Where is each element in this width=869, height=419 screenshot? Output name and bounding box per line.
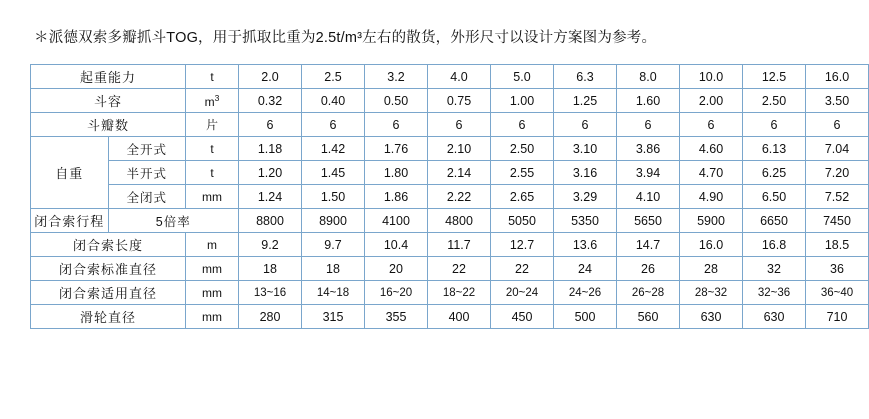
cell-value: 6.3 bbox=[554, 65, 617, 89]
cell-value: 560 bbox=[617, 305, 680, 329]
cell-value: 8.0 bbox=[617, 65, 680, 89]
cell-value: 3.29 bbox=[554, 185, 617, 209]
cell-value: 5650 bbox=[617, 209, 680, 233]
cell-value: 1.86 bbox=[365, 185, 428, 209]
row-unit: mm bbox=[186, 281, 239, 305]
table-row bbox=[31, 209, 869, 233]
cell-value: 1.80 bbox=[365, 161, 428, 185]
cell-value: 3.2 bbox=[365, 65, 428, 89]
cell-value: 9.2 bbox=[239, 233, 302, 257]
cell-value: 22 bbox=[491, 257, 554, 281]
cell-value: 18 bbox=[239, 257, 302, 281]
row-label: 起重能力 bbox=[31, 65, 186, 89]
cell-value: 4.10 bbox=[617, 185, 680, 209]
cell-value: 2.14 bbox=[428, 161, 491, 185]
cell-value: 7.52 bbox=[806, 185, 869, 209]
cell-value: 6 bbox=[239, 113, 302, 137]
cell-value: 6 bbox=[428, 113, 491, 137]
table-row bbox=[31, 233, 869, 257]
row-label: 斗瓣数 bbox=[31, 113, 186, 137]
cell-value: 10.4 bbox=[365, 233, 428, 257]
cell-value: 6 bbox=[491, 113, 554, 137]
cell-value: 355 bbox=[365, 305, 428, 329]
cell-value: 1.00 bbox=[491, 89, 554, 113]
cell-value: 2.0 bbox=[239, 65, 302, 89]
cell-value: 2.50 bbox=[491, 137, 554, 161]
cell-value: 4.0 bbox=[428, 65, 491, 89]
cell-value: 18.5 bbox=[806, 233, 869, 257]
cell-value: 5050 bbox=[491, 209, 554, 233]
note-text: ＊派德双索多瓣抓斗TOG，用于抓取比重为2.5t/m³左右的散货，外形尺寸以设计方案图为参考。 bbox=[34, 30, 657, 46]
row-unit: $m^3$ bbox=[186, 89, 239, 113]
cell-value: 12.7 bbox=[491, 233, 554, 257]
cell-value: 2.5 bbox=[302, 65, 365, 89]
cell-value: 6 bbox=[743, 113, 806, 137]
cell-value: 1.42 bbox=[302, 137, 365, 161]
cell-value: 0.75 bbox=[428, 89, 491, 113]
cell-value: 9.7 bbox=[302, 233, 365, 257]
cell-value: 28 bbox=[680, 257, 743, 281]
cell-value: 630 bbox=[680, 305, 743, 329]
row-unit: mm bbox=[186, 305, 239, 329]
cell-value: 0.50 bbox=[365, 89, 428, 113]
row-unit: t bbox=[186, 137, 239, 161]
cell-value: 4.90 bbox=[680, 185, 743, 209]
row-group-label: 自重 bbox=[31, 137, 109, 209]
cell-value: 6.13 bbox=[743, 137, 806, 161]
row-label: 全开式 bbox=[108, 137, 186, 161]
cell-value: 16~20 bbox=[365, 281, 428, 305]
cell-value: 11.7 bbox=[428, 233, 491, 257]
cell-value: 1.45 bbox=[302, 161, 365, 185]
cell-value: 2.10 bbox=[428, 137, 491, 161]
table-row bbox=[31, 137, 869, 161]
cell-value: 2.65 bbox=[491, 185, 554, 209]
row-label: 全闭式 bbox=[108, 185, 186, 209]
cell-value: 1.24 bbox=[239, 185, 302, 209]
row-label: 闭合索行程 bbox=[31, 209, 109, 233]
row-unit: mm bbox=[186, 257, 239, 281]
cell-value: 18~22 bbox=[428, 281, 491, 305]
cell-value: 26 bbox=[617, 257, 680, 281]
row-label: 闭合索长度 bbox=[31, 233, 186, 257]
table-row bbox=[31, 161, 869, 185]
cell-value: 280 bbox=[239, 305, 302, 329]
table-row bbox=[31, 65, 869, 89]
cell-value: 10.0 bbox=[680, 65, 743, 89]
cell-value: 4100 bbox=[365, 209, 428, 233]
cell-value: 315 bbox=[302, 305, 365, 329]
cell-value: 1.76 bbox=[365, 137, 428, 161]
spec-table bbox=[30, 64, 869, 329]
cell-value: 0.40 bbox=[302, 89, 365, 113]
cell-value: 20 bbox=[365, 257, 428, 281]
cell-value: 6 bbox=[680, 113, 743, 137]
cell-value: 7.20 bbox=[806, 161, 869, 185]
cell-value: 13.6 bbox=[554, 233, 617, 257]
cell-value: 26~28 bbox=[617, 281, 680, 305]
cell-value: 3.10 bbox=[554, 137, 617, 161]
row-label: 闭合索适用直径 bbox=[31, 281, 186, 305]
row-label: 闭合索标准直径 bbox=[31, 257, 186, 281]
cell-value: 7.04 bbox=[806, 137, 869, 161]
row-unit: m bbox=[186, 233, 239, 257]
table-row bbox=[31, 113, 869, 137]
row-unit: t bbox=[186, 161, 239, 185]
cell-value: 6 bbox=[617, 113, 680, 137]
cell-value: 18 bbox=[302, 257, 365, 281]
cell-value: 450 bbox=[491, 305, 554, 329]
cell-value: 32 bbox=[743, 257, 806, 281]
cell-value: 24~26 bbox=[554, 281, 617, 305]
cell-value: 630 bbox=[743, 305, 806, 329]
cell-value: 14.7 bbox=[617, 233, 680, 257]
cell-value: 36~40 bbox=[806, 281, 869, 305]
cell-value: 2.50 bbox=[743, 89, 806, 113]
cell-value: 4.70 bbox=[680, 161, 743, 185]
cell-value: 710 bbox=[806, 305, 869, 329]
cell-value: 1.25 bbox=[554, 89, 617, 113]
cell-value: 6 bbox=[365, 113, 428, 137]
cell-value: 20~24 bbox=[491, 281, 554, 305]
cell-value: 32~36 bbox=[743, 281, 806, 305]
table-row bbox=[31, 185, 869, 209]
cell-value: 5350 bbox=[554, 209, 617, 233]
cell-value: 16.0 bbox=[680, 233, 743, 257]
cell-value: 3.86 bbox=[617, 137, 680, 161]
cell-value: 16.0 bbox=[806, 65, 869, 89]
cell-value: 1.60 bbox=[617, 89, 680, 113]
row-unit: mm bbox=[186, 185, 239, 209]
row-label: 滑轮直径 bbox=[31, 305, 186, 329]
cell-value: 2.55 bbox=[491, 161, 554, 185]
cell-value: 6650 bbox=[743, 209, 806, 233]
cell-value: 3.50 bbox=[806, 89, 869, 113]
row-label: 斗容 bbox=[31, 89, 186, 113]
cell-value: 6 bbox=[554, 113, 617, 137]
cell-value: 8900 bbox=[302, 209, 365, 233]
cell-value: 12.5 bbox=[743, 65, 806, 89]
table-row bbox=[31, 281, 869, 305]
cell-value: 1.50 bbox=[302, 185, 365, 209]
cell-value: 400 bbox=[428, 305, 491, 329]
cell-value: 4800 bbox=[428, 209, 491, 233]
cell-value: 3.16 bbox=[554, 161, 617, 185]
cell-value: 2.00 bbox=[680, 89, 743, 113]
cell-value: 4.60 bbox=[680, 137, 743, 161]
cell-value: 7450 bbox=[806, 209, 869, 233]
row-label: 半开式 bbox=[108, 161, 186, 185]
cell-value: 500 bbox=[554, 305, 617, 329]
cell-value: 5.0 bbox=[491, 65, 554, 89]
cell-value: 13~16 bbox=[239, 281, 302, 305]
table-row bbox=[31, 257, 869, 281]
cell-value: 8800 bbox=[239, 209, 302, 233]
cell-value: 28~32 bbox=[680, 281, 743, 305]
row-sublabel: 5倍率 bbox=[108, 209, 239, 233]
spec-table-body bbox=[31, 65, 869, 329]
table-row bbox=[31, 89, 869, 113]
cell-value: 3.94 bbox=[617, 161, 680, 185]
cell-value: 0.32 bbox=[239, 89, 302, 113]
table-row bbox=[31, 305, 869, 329]
cell-value: 36 bbox=[806, 257, 869, 281]
cell-value: 16.8 bbox=[743, 233, 806, 257]
cell-value: 2.22 bbox=[428, 185, 491, 209]
row-unit: 片 bbox=[186, 113, 239, 137]
cell-value: 6 bbox=[806, 113, 869, 137]
cell-value: 22 bbox=[428, 257, 491, 281]
cell-value: 1.18 bbox=[239, 137, 302, 161]
cell-value: 24 bbox=[554, 257, 617, 281]
cell-value: 5900 bbox=[680, 209, 743, 233]
cell-value: 6 bbox=[302, 113, 365, 137]
row-unit: t bbox=[186, 65, 239, 89]
cell-value: 6.25 bbox=[743, 161, 806, 185]
cell-value: 1.20 bbox=[239, 161, 302, 185]
cell-value: 6.50 bbox=[743, 185, 806, 209]
cell-value: 14~18 bbox=[302, 281, 365, 305]
